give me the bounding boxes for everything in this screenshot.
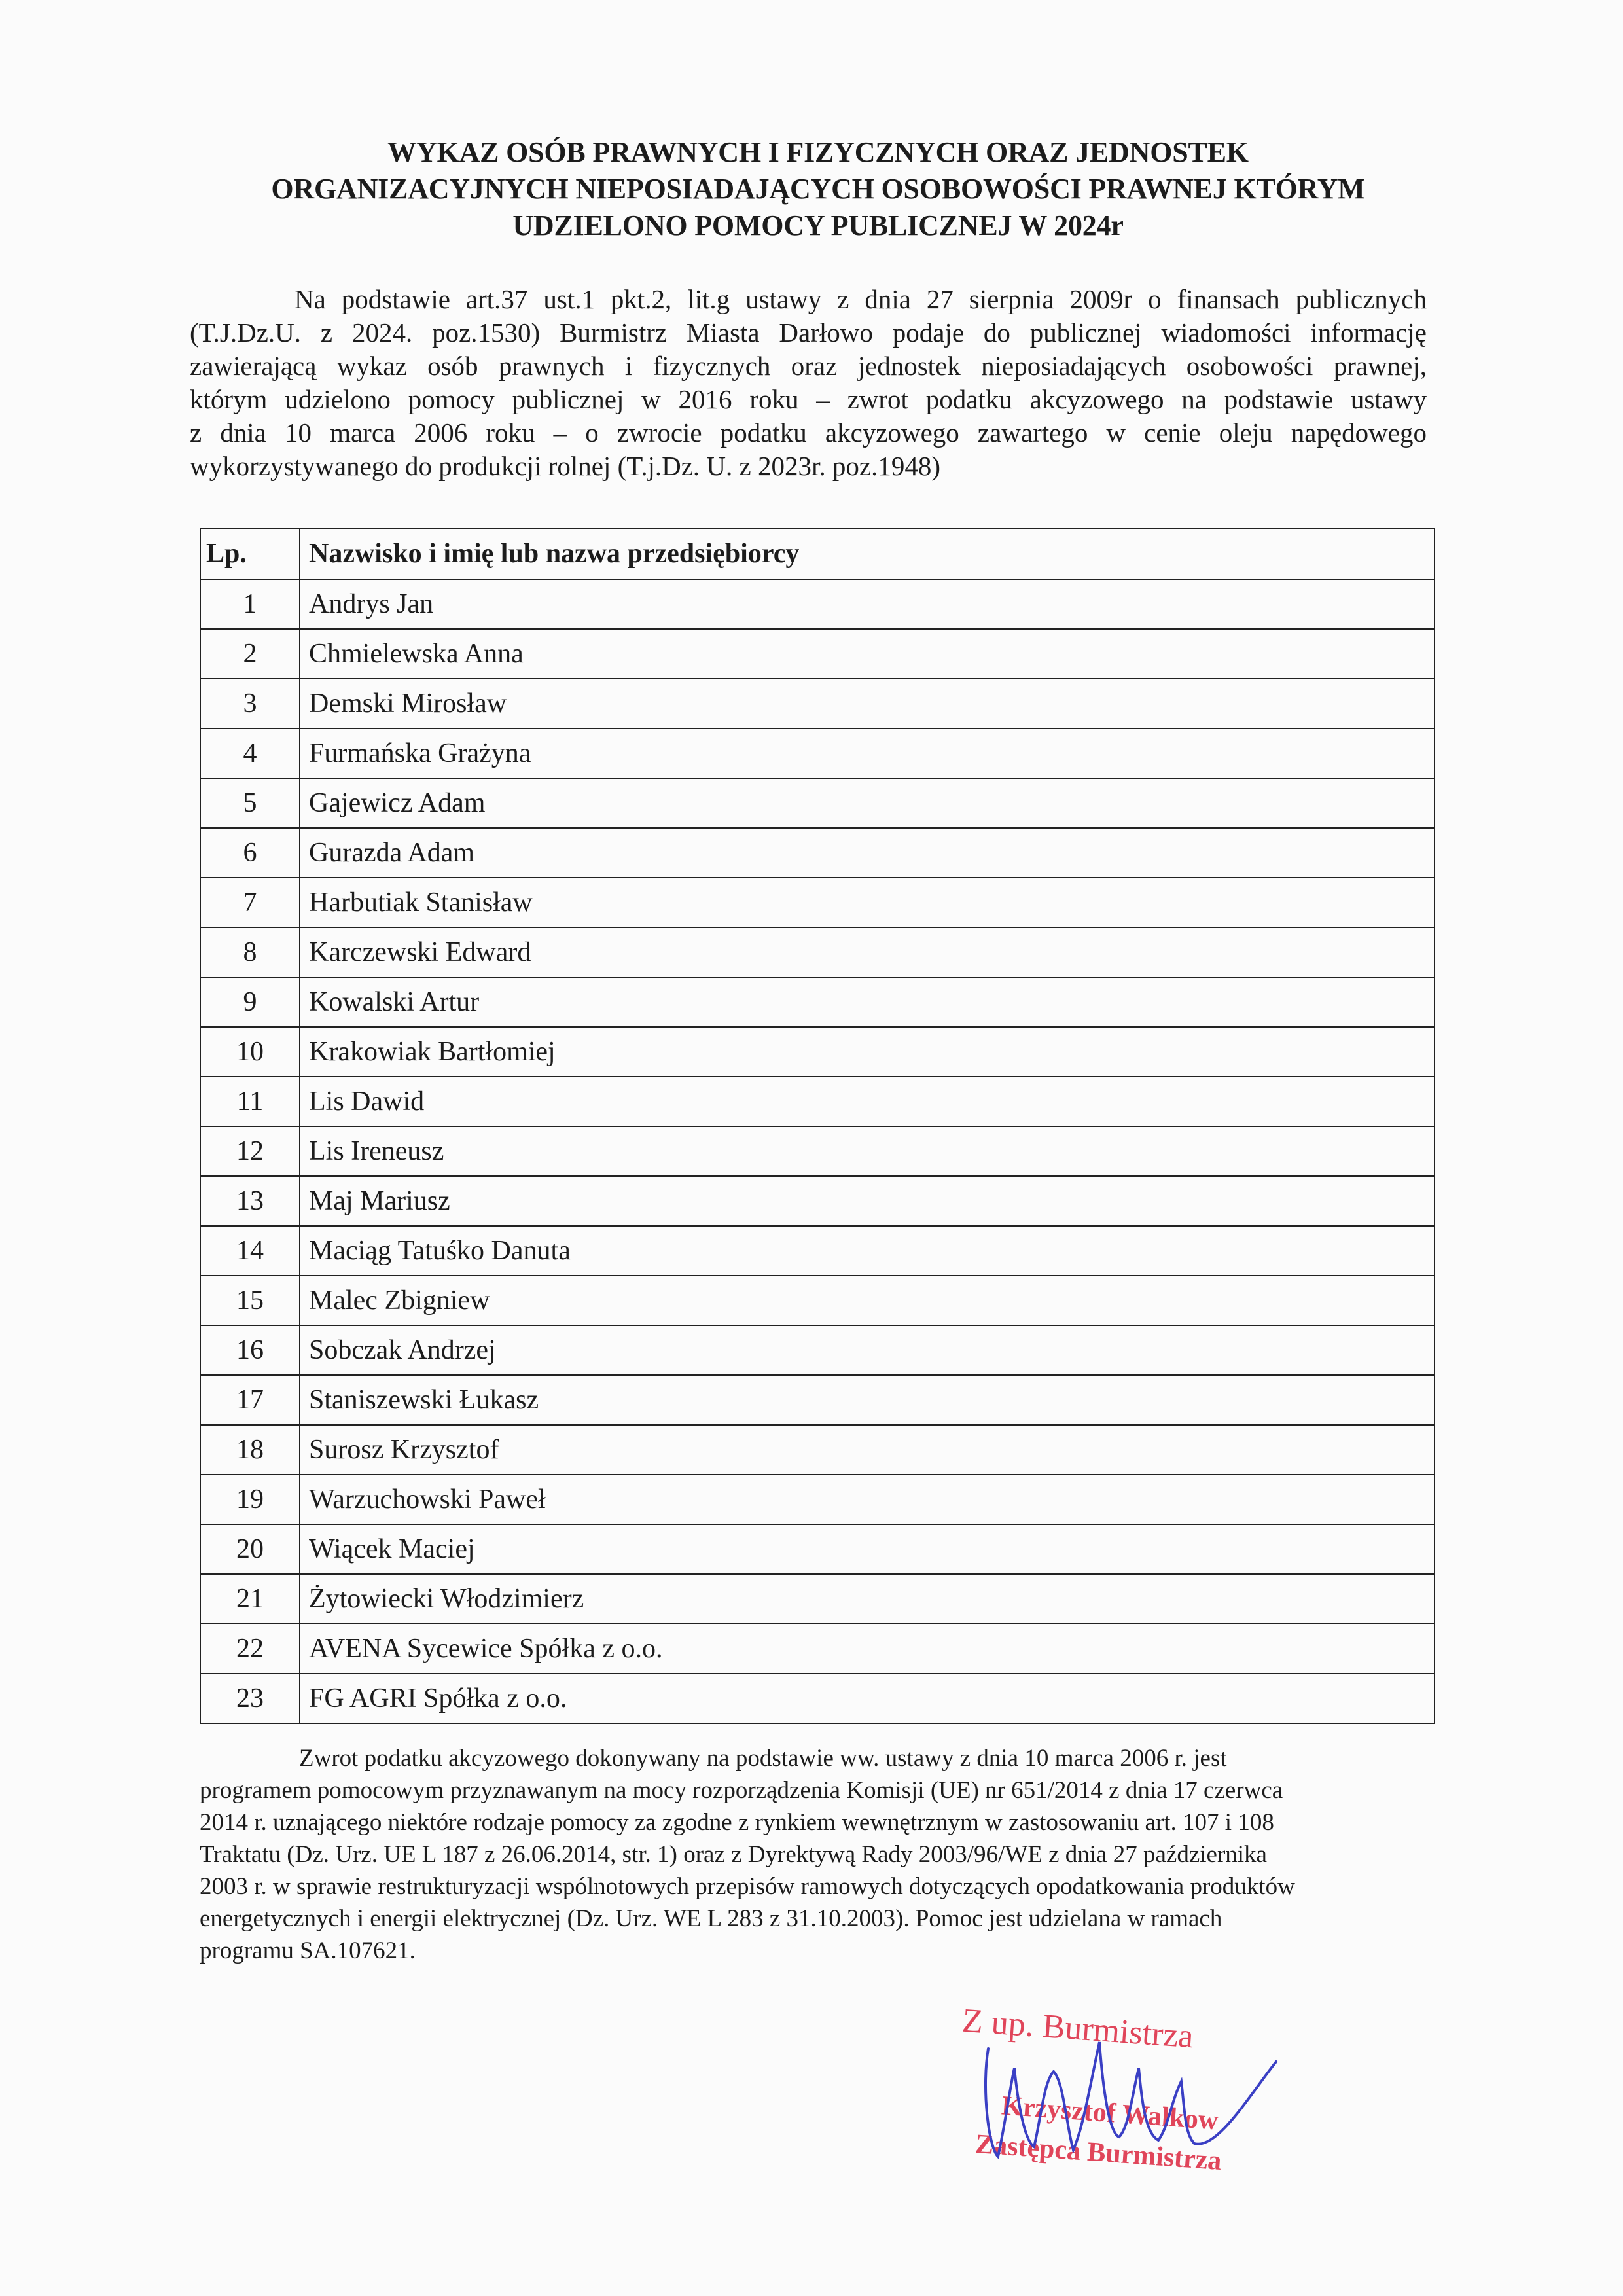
stamp-authority: Z up. Burmistrza <box>961 2001 1195 2056</box>
row-number: 2 <box>200 629 300 679</box>
row-number: 7 <box>200 878 300 927</box>
recipient-name: Chmielewska Anna <box>300 629 1435 679</box>
footer-line: programem pomocowym przyznawanym na mocy rozporządzenia Komisji (UE) nr 651/2014 z dnia 17 czerwca <box>200 1777 1283 1804</box>
stamp-signatory-name: Krzysztof Walkow <box>1000 2090 1219 2136</box>
table-row <box>200 629 1435 679</box>
row-number: 17 <box>200 1375 300 1425</box>
row-number: 9 <box>200 977 300 1027</box>
table-row <box>200 1574 1435 1624</box>
recipient-name: Surosz Krzysztof <box>300 1425 1435 1475</box>
footer-line: 2003 r. w sprawie restrukturyzacji wspólnotowych przepisów ramowych dotyczących opodatkowania produktów <box>200 1873 1295 1900</box>
row-number: 19 <box>200 1475 300 1524</box>
stamp-signatory-role: Zastępca Burmistrza <box>974 2128 1222 2177</box>
row-number: 13 <box>200 1176 300 1226</box>
table-row <box>200 679 1435 728</box>
handwritten-signature-icon <box>942 1996 1283 2179</box>
title-line: UDZIELONO POMOCY PUBLICZNEJ W 2024r <box>512 209 1124 242</box>
row-number: 6 <box>200 828 300 878</box>
recipient-name: FG AGRI Spółka z o.o. <box>300 1674 1435 1723</box>
table-row <box>200 1624 1435 1674</box>
row-number: 16 <box>200 1325 300 1375</box>
table-row <box>200 778 1435 828</box>
intro-line: zawierającą wykaz osób prawnych i fizycznych oraz jednostek nieposiadających osobowości prawnej, <box>190 351 1427 381</box>
row-number: 3 <box>200 679 300 728</box>
recipient-name: Żytowiecki Włodzimierz <box>300 1574 1435 1624</box>
recipient-name: Staniszewski Łukasz <box>300 1375 1435 1425</box>
signature-stamp <box>942 1996 1283 2179</box>
row-number: 18 <box>200 1425 300 1475</box>
row-number: 14 <box>200 1226 300 1276</box>
row-number: 22 <box>200 1624 300 1674</box>
row-number: 11 <box>200 1077 300 1126</box>
row-number: 12 <box>200 1126 300 1176</box>
table-row <box>200 878 1435 927</box>
recipient-name: Harbutiak Stanisław <box>300 878 1435 927</box>
recipient-name: Wiącek Maciej <box>300 1524 1435 1574</box>
table-row <box>200 1226 1435 1276</box>
table-row <box>200 1475 1435 1524</box>
intro-line: z dnia 10 marca 2006 roku – o zwrocie podatku akcyzowego zawartego w cenie oleju napędowego <box>190 418 1427 448</box>
document-title <box>196 134 1440 244</box>
footer-line: energetycznych i energii elektrycznej (Dz. Urz. WE L 283 z 31.10.2003). Pomoc jest udzielana w ramach <box>200 1905 1222 1932</box>
recipient-name: Maj Mariusz <box>300 1176 1435 1226</box>
recipient-name: Gurazda Adam <box>300 828 1435 878</box>
row-number: 8 <box>200 927 300 977</box>
intro-line: którym udzielono pomocy publicznej w 2016 roku – zwrot podatku akcyzowego na podstawie ustawy <box>190 384 1427 414</box>
intro-paragraph <box>190 283 1427 483</box>
table-row <box>200 1674 1435 1723</box>
recipient-name: AVENA Sycewice Spółka z o.o. <box>300 1624 1435 1674</box>
table-row <box>200 1325 1435 1375</box>
table-row <box>200 1425 1435 1475</box>
recipient-name: Malec Zbigniew <box>300 1276 1435 1325</box>
recipient-name: Lis Ireneusz <box>300 1126 1435 1176</box>
row-number: 1 <box>200 579 300 629</box>
recipient-name: Furmańska Grażyna <box>300 728 1435 778</box>
recipient-name: Kowalski Artur <box>300 977 1435 1027</box>
row-number: 10 <box>200 1027 300 1077</box>
intro-line: (T.J.Dz.U. z 2024. poz.1530) Burmistrz Miasta Darłowo podaje do publicznej wiadomości informację <box>190 317 1427 348</box>
recipients-table <box>200 528 1435 1724</box>
intro-line: wykorzystywanego do produkcji rolnej (T.j.Dz. U. z 2023r. poz.1948) <box>190 451 940 481</box>
row-number: 21 <box>200 1574 300 1624</box>
table-row <box>200 977 1435 1027</box>
title-line: ORGANIZACYJNYCH NIEPOSIADAJĄCYCH OSOBOWOŚCI PRAWNEJ KTÓRYM <box>271 173 1365 205</box>
row-number: 5 <box>200 778 300 828</box>
footer-line: Zwrot podatku akcyzowego dokonywany na podstawie ww. ustawy z dnia 10 marca 2006 r. jest <box>299 1745 1227 1772</box>
row-number: 23 <box>200 1674 300 1723</box>
footer-line: Traktatu (Dz. Urz. UE L 187 z 26.06.2014, str. 1) oraz z Dyrektywą Rady 2003/96/WE z dnia 27 października <box>200 1841 1267 1868</box>
recipient-name: Warzuchowski Paweł <box>300 1475 1435 1524</box>
title-line: WYKAZ OSÓB PRAWNYCH I FIZYCZNYCH ORAZ JEDNOSTEK <box>387 136 1249 168</box>
table-row <box>200 1375 1435 1425</box>
recipient-name: Krakowiak Bartłomiej <box>300 1027 1435 1077</box>
table-row <box>200 1077 1435 1126</box>
table-row <box>200 579 1435 629</box>
row-number: 4 <box>200 728 300 778</box>
footer-paragraph <box>200 1742 1430 1967</box>
recipient-name: Andrys Jan <box>300 579 1435 629</box>
table-row <box>200 828 1435 878</box>
header-lp: Lp. <box>200 528 300 579</box>
table-row <box>200 1524 1435 1574</box>
footer-line: programu SA.107621. <box>200 1937 416 1964</box>
recipient-name: Gajewicz Adam <box>300 778 1435 828</box>
recipient-name: Maciąg Tatuśko Danuta <box>300 1226 1435 1276</box>
table-row <box>200 927 1435 977</box>
table-header-row <box>200 528 1435 579</box>
row-number: 20 <box>200 1524 300 1574</box>
intro-line: Na podstawie art.37 ust.1 pkt.2, lit.g ustawy z dnia 27 sierpnia 2009r o finansach publicznych <box>294 284 1427 314</box>
table-row <box>200 1176 1435 1226</box>
recipient-name: Karczewski Edward <box>300 927 1435 977</box>
footer-line: 2014 r. uznającego niektóre rodzaje pomocy za zgodne z rynkiem wewnętrznym w zastosowaniu art. 107 i 108 <box>200 1809 1274 1836</box>
signature-stroke <box>986 2042 1276 2157</box>
row-number: 15 <box>200 1276 300 1325</box>
header-name: Nazwisko i imię lub nazwa przedsiębiorcy <box>300 528 1435 579</box>
recipient-name: Demski Mirosław <box>300 679 1435 728</box>
recipient-name: Lis Dawid <box>300 1077 1435 1126</box>
table-row <box>200 1276 1435 1325</box>
table-row <box>200 1126 1435 1176</box>
table-row <box>200 728 1435 778</box>
table-row <box>200 1027 1435 1077</box>
recipient-name: Sobczak Andrzej <box>300 1325 1435 1375</box>
